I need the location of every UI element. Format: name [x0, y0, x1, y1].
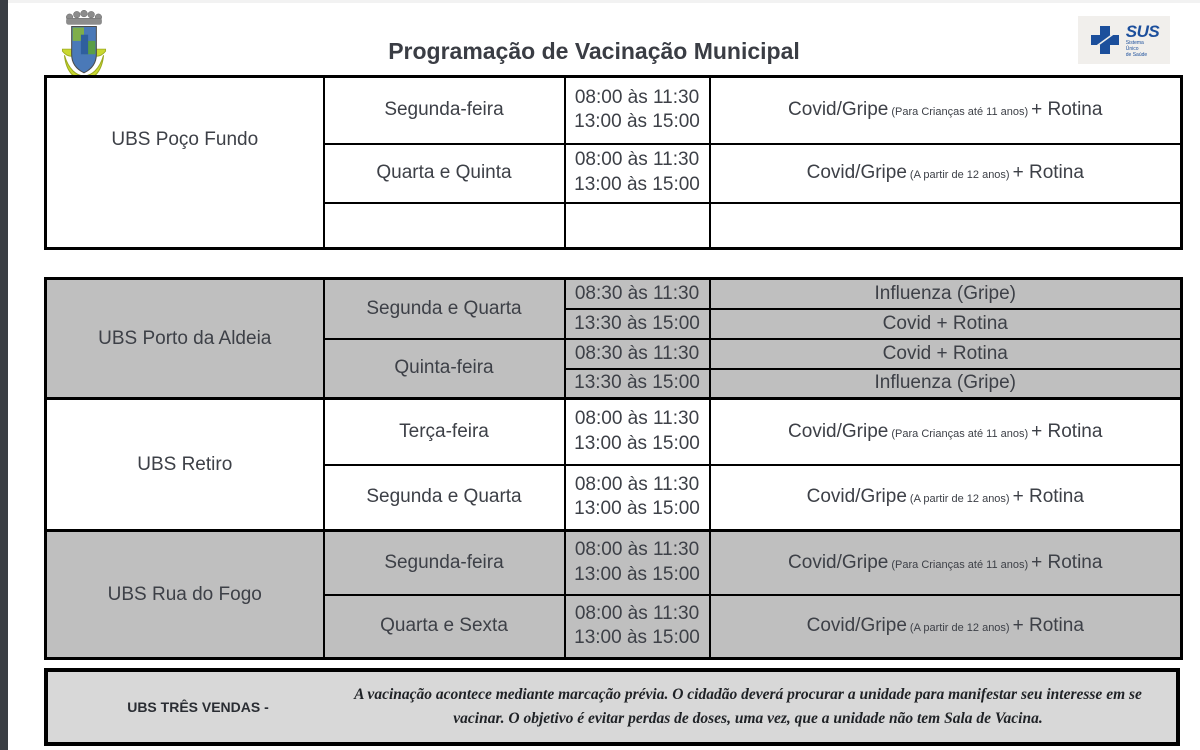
time-line-2: 13:00 às 15:00	[574, 174, 700, 195]
unit-cell: UBS Retiro	[46, 399, 324, 531]
sus-logo	[1078, 16, 1170, 64]
day-cell: Segunda-feira	[324, 77, 565, 144]
day-cell: Segunda e Quarta	[324, 279, 565, 339]
day-cell: Quarta e Sexta	[324, 595, 565, 659]
time-cell: 08:30 às 11:30	[565, 339, 710, 369]
page-left-edge	[0, 0, 8, 750]
notice-text: A vacinação acontece mediante marcação prévia. O cidadão deverá procurar a unidade para manifestar seu interesse em se vacinar. O objetivo é evitar perdas de doses, uma vez, que a unidade não tem Sala de Vacina.	[354, 685, 1142, 727]
day-cell: Quinta-feira	[324, 339, 565, 399]
vaccine-plus: + Rotina	[1012, 486, 1084, 508]
sus-wordmark	[1126, 23, 1159, 58]
tres-vendas-notice-box	[44, 668, 1180, 746]
vaccine-cell	[710, 531, 1182, 595]
time-cell	[565, 595, 710, 659]
time-cell	[565, 144, 710, 203]
time-cell	[565, 77, 710, 144]
time-cell: 08:30 às 11:30	[565, 279, 710, 309]
time-line-1: 08:00 às 11:30	[574, 408, 700, 430]
sus-label: SUS	[1125, 21, 1160, 41]
poco-fundo-table	[44, 75, 1183, 250]
time-line-2: 13:00 às 15:00	[574, 627, 700, 649]
time-line-1: 08:00 às 11:30	[574, 149, 700, 171]
vaccine-plus: + Rotina	[1031, 99, 1103, 121]
vaccine-plus: + Rotina	[1012, 615, 1084, 637]
vaccine-note: (Para Crianças até 11 anos)	[891, 427, 1029, 440]
time-line-2: 13:00 às 15:00	[574, 563, 700, 585]
time-cell: 13:30 às 15:00	[565, 369, 710, 399]
time-cell: 13:30 às 15:00	[565, 309, 710, 339]
notice-unit-label: UBS TRÊS VENDAS -	[127, 699, 269, 715]
vaccine-cell	[710, 77, 1182, 144]
page-title: Programação de Vacinação Municipal	[388, 38, 800, 64]
vaccine-note: (A partir de 12 anos)	[909, 622, 1010, 635]
time-line-2: 13:00 às 15:00	[574, 498, 700, 520]
vaccine-cell	[710, 465, 1182, 531]
vaccine-cell: Influenza (Gripe)	[710, 279, 1182, 309]
vaccine-cell: Covid + Rotina	[710, 309, 1182, 339]
vaccine-note: (A partir de 12 anos)	[909, 169, 1010, 181]
vaccine-cell	[710, 399, 1182, 465]
vaccine-note: (Para Crianças até 11 anos)	[891, 558, 1029, 571]
vaccine-note: (A partir de 12 anos)	[909, 493, 1010, 506]
vaccine-cell	[710, 144, 1182, 203]
sus-cross-icon	[1089, 24, 1121, 56]
time-cell	[565, 399, 710, 465]
day-cell: Segunda-feira	[324, 531, 565, 595]
time-line-1: 08:00 às 11:30	[574, 602, 700, 624]
vaccine-main: Covid/Gripe	[788, 551, 889, 573]
time-cell	[565, 465, 710, 531]
vaccine-plus: + Rotina	[1031, 551, 1103, 573]
vaccine-cell: Influenza (Gripe)	[710, 369, 1182, 399]
vaccine-main: Covid/Gripe	[788, 420, 889, 442]
time-line-1: 08:00 às 11:30	[574, 539, 700, 561]
sus-subline-2: Único	[1125, 45, 1139, 52]
vaccine-cell: Covid + Rotina	[710, 339, 1182, 369]
sus-subline-3: de Saúde	[1125, 51, 1148, 58]
vaccine-main: Covid/Gripe	[788, 99, 889, 121]
sus-subline-1: Sistema	[1125, 39, 1144, 46]
page-top-edge	[8, 0, 1200, 3]
time-line-1: 08:00 às 11:30	[574, 473, 700, 495]
empty-cell	[710, 203, 1182, 249]
day-cell: Quarta e Quinta	[324, 144, 565, 203]
vaccine-cell	[710, 595, 1182, 659]
main-schedule-table	[44, 277, 1183, 660]
unit-cell: UBS Rua do Fogo	[46, 531, 324, 659]
time-line-2: 13:00 às 15:00	[574, 432, 700, 454]
time-line-1: 08:00 às 11:30	[574, 86, 700, 108]
vaccine-main: Covid/Gripe	[806, 162, 907, 183]
day-cell: Segunda e Quarta	[324, 465, 565, 531]
vaccine-main: Covid/Gripe	[806, 486, 907, 508]
vaccine-note: (Para Crianças até 11 anos)	[891, 106, 1029, 119]
empty-cell	[324, 203, 565, 249]
empty-cell	[46, 203, 324, 249]
day-cell: Terça-feira	[324, 399, 565, 465]
empty-cell	[565, 203, 710, 249]
vaccine-plus: + Rotina	[1012, 162, 1084, 183]
time-cell	[565, 531, 710, 595]
vaccine-main: Covid/Gripe	[806, 615, 907, 637]
vaccine-plus: + Rotina	[1031, 420, 1103, 442]
time-line-2: 13:00 às 15:00	[574, 111, 700, 133]
unit-cell: UBS Porto da Aldeia	[46, 279, 324, 399]
unit-cell: UBS Poço Fundo	[46, 77, 324, 203]
